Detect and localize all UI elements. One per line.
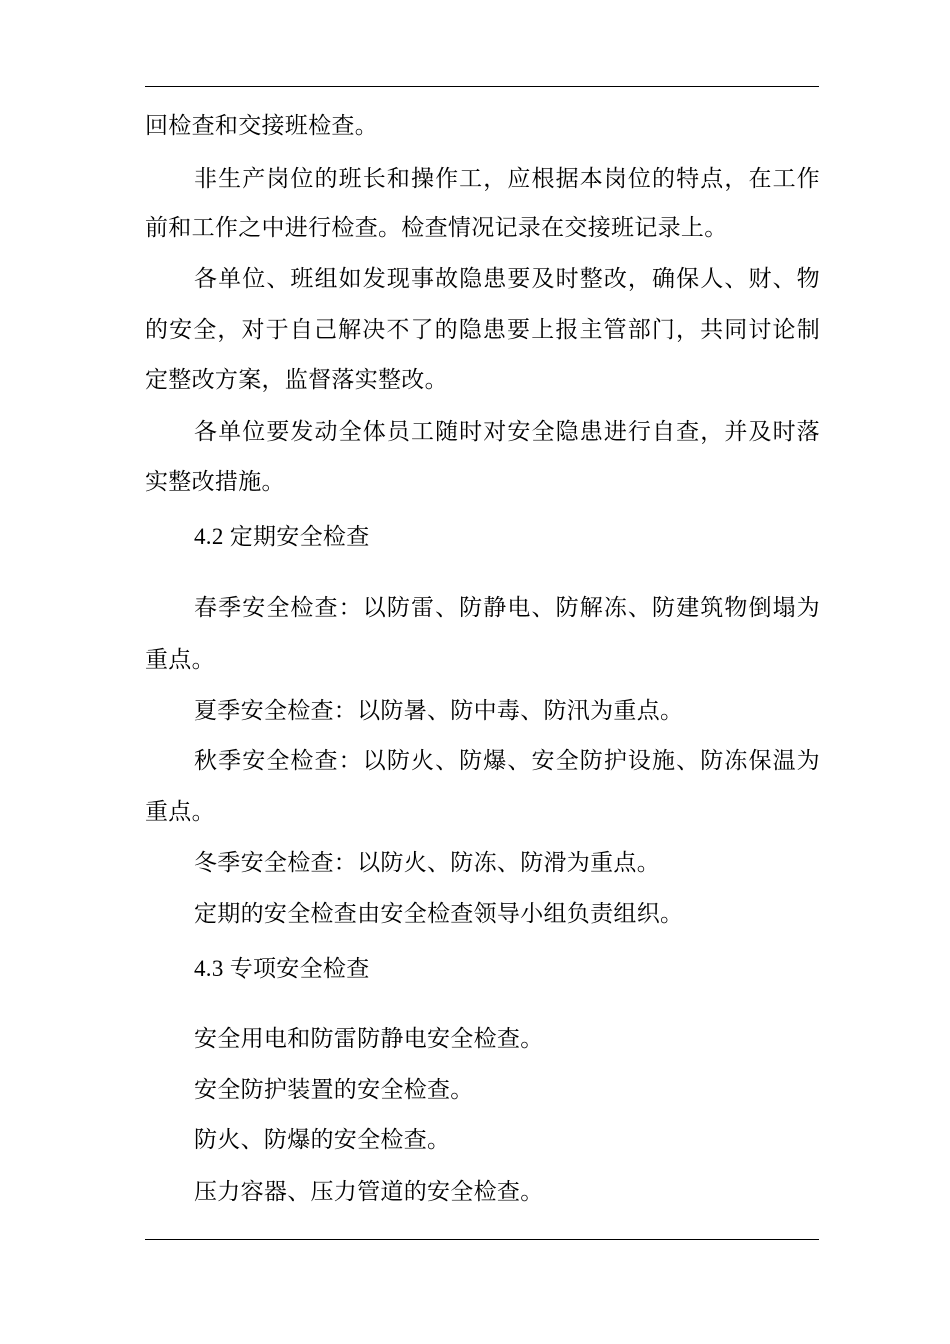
paragraph-line: 实整改措施。	[145, 469, 285, 495]
paragraph-line: 夏季安全检查：以防暑、防中毒、防汛为重点。	[194, 698, 684, 724]
paragraph-line: 各单位要发动全体员工随时对安全隐患进行自查，并及时落	[194, 419, 820, 445]
paragraph-line: 冬季安全检查：以防火、防冻、防滑为重点。	[194, 850, 660, 876]
paragraph-line: 定整改方案，监督落实整改。	[145, 367, 448, 393]
paragraph-line: 回检查和交接班检查。	[145, 113, 378, 139]
paragraph-line: 定期的安全检查由安全检查领导小组负责组织。	[194, 901, 684, 927]
paragraph-line: 非生产岗位的班长和操作工，应根据本岗位的特点，在工作	[194, 166, 820, 192]
paragraph-line: 春季安全检查：以防雷、防静电、防解冻、防建筑物倒塌为	[194, 595, 820, 621]
paragraph-line: 秋季安全检查：以防火、防爆、安全防护设施、防冻保温为	[194, 748, 820, 774]
section-heading: 4.2 定期安全检查	[194, 524, 370, 549]
footer-rule	[145, 1239, 819, 1240]
paragraph-line: 前和工作之中进行检查。检查情况记录在交接班记录上。	[145, 215, 728, 241]
list-item: 安全用电和防雷防静电安全检查。	[194, 1026, 544, 1052]
paragraph-line: 重点。	[145, 799, 215, 825]
list-item: 防火、防爆的安全检查。	[194, 1127, 451, 1153]
list-item: 安全防护装置的安全检查。	[194, 1077, 474, 1103]
paragraph-line: 各单位、班组如发现事故隐患要及时整改，确保人、财、物	[194, 266, 820, 292]
paragraph-line: 重点。	[145, 647, 215, 673]
list-item: 压力容器、压力管道的安全检查。	[194, 1179, 544, 1205]
paragraph-line: 的安全，对于自己解决不了的隐患要上报主管部门，共同讨论制	[145, 317, 820, 343]
section-heading: 4.3 专项安全检查	[194, 956, 370, 981]
header-rule	[145, 86, 819, 87]
